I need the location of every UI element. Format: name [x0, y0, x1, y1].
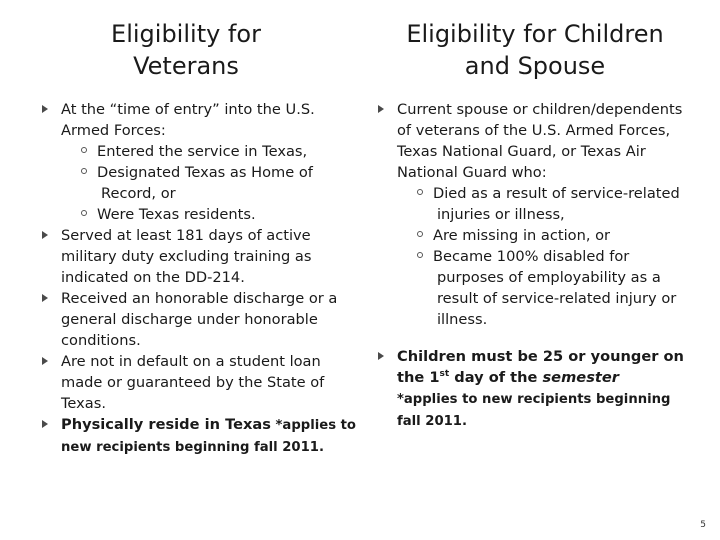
- list-item: [40, 225, 362, 288]
- bullet-arrow-icon: [42, 420, 48, 428]
- list-item: [40, 99, 362, 225]
- children-spouse-column-title: Eligibility for Children and Spouse: [406, 20, 664, 80]
- veterans-eligibility-list: [40, 99, 362, 458]
- ordinal-suffix: st: [439, 369, 450, 380]
- sub-list-item-text: Became 100% disabled for purposes of employability as a result of service-related injury or illness.: [433, 248, 677, 328]
- semester-word: semester: [542, 369, 619, 386]
- age-requirement-text: Children must be 25 or younger on the 1: [397, 348, 684, 386]
- bullet-arrow-icon: [42, 357, 48, 365]
- sub-list-item: [397, 225, 696, 246]
- sub-list-item-text: Entered the service in Texas,: [97, 143, 308, 160]
- bullet-ring-icon: [81, 168, 87, 174]
- sub-list-item: [61, 141, 362, 162]
- sub-list: [61, 141, 362, 225]
- list-item-text: Served at least 181 days of active military duty excluding training as indicated on the DD-214.: [61, 227, 312, 286]
- residency-requirement: Physically reside in Texas: [61, 416, 271, 433]
- sub-list-item-text: Were Texas residents.: [97, 206, 256, 223]
- list-item-text: At the “time of entry” into the U.S. Armed Forces:: [61, 101, 315, 139]
- bullet-ring-icon: [417, 189, 423, 195]
- applies-note: *applies to new recipients beginning fall 2011.: [397, 392, 671, 429]
- list-item: [376, 99, 696, 330]
- sub-list-item-text: Died as a result of service-related injuries or illness,: [433, 185, 680, 223]
- sub-list-item: [397, 246, 696, 330]
- age-requirement: [397, 348, 684, 386]
- list-item-text: Current spouse or children/dependents of veterans of the U.S. Armed Forces, Texas National Guard, or Texas Air National Guard who:: [397, 101, 683, 181]
- sub-list-item: [61, 162, 362, 204]
- bullet-ring-icon: [81, 210, 87, 216]
- bullet-arrow-icon: [378, 352, 384, 360]
- bullet-arrow-icon: [42, 105, 48, 113]
- bullet-arrow-icon: [378, 105, 384, 113]
- list-item: [40, 351, 362, 414]
- bullet-arrow-icon: [42, 294, 48, 302]
- bullet-ring-icon: [417, 252, 423, 258]
- list-item-text: Received an honorable discharge or a general discharge under honorable conditions.: [61, 290, 338, 349]
- page-number: 5: [700, 520, 706, 530]
- applies-note: *applies to new recipients beginning fall 2011.: [61, 418, 356, 455]
- bullet-ring-icon: [81, 147, 87, 153]
- bullet-ring-icon: [417, 231, 423, 237]
- list-item: [40, 288, 362, 351]
- list-item: [40, 414, 362, 458]
- sub-list-item: [61, 204, 362, 225]
- bullet-arrow-icon: [42, 231, 48, 239]
- sub-list-item-text: Designated Texas as Home of Record, or: [97, 164, 313, 202]
- children-spouse-eligibility-list: [376, 99, 696, 432]
- age-requirement-text-2: day of the: [449, 369, 543, 386]
- list-item-text: Are not in default on a student loan made or guaranteed by the State of Texas.: [61, 353, 325, 412]
- list-item: [376, 346, 696, 432]
- veterans-column-title: Eligibility for Veterans: [111, 20, 261, 80]
- sub-list-item: [397, 183, 696, 225]
- sub-list: [397, 183, 696, 330]
- sub-list-item-text: Are missing in action, or: [433, 227, 611, 244]
